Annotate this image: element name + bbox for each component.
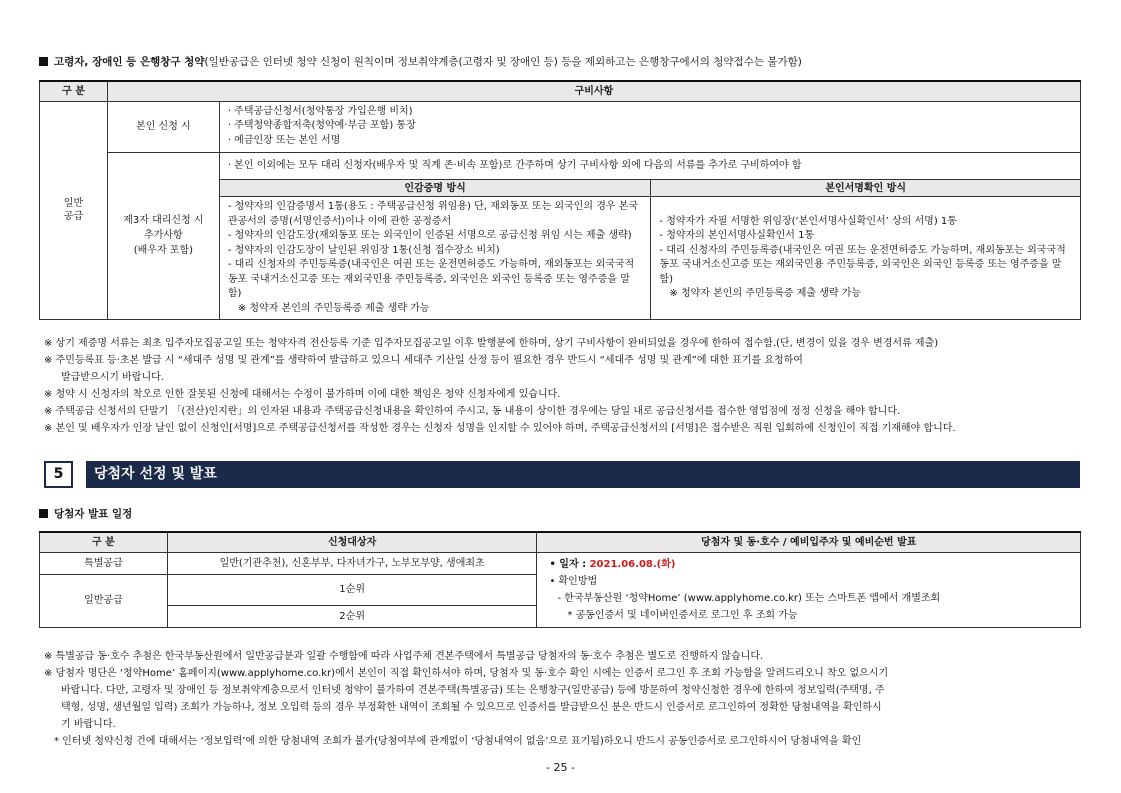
section-title: 당첨자 선정 및 발표 xyxy=(86,461,1080,488)
announcement-details: • 일자 : 2021.06.08.(화) • 확인방법 - 한국부동산원 ‘청약Home’ (www.applyhome.co.kr) 또는 스마트폰 앱에서 개별조회 * 공동인증서 및 네이버인증서로 로그인 후 조회 가능 xyxy=(537,552,1081,627)
self-application-label: 본인 신청 시 xyxy=(107,101,219,152)
general-supply-label: 일반공급 xyxy=(40,574,168,627)
signature-method-header: 본인서명확인 방식 xyxy=(651,180,1080,197)
proxy-application-label: 제3자 대리신청 시 추가사항 (배우자 포함) xyxy=(107,152,219,320)
rank-2: 2순위 xyxy=(167,605,537,627)
page-number: - 25 - xyxy=(546,761,575,774)
self-application-docs: · 주택공급신청서(청약통장 가입은행 비치) · 주택청약종합저축(청약예·부금 포함) 통장 · 예금인장 또는 본인 서명 xyxy=(219,101,1080,152)
section-number: 5 xyxy=(44,461,73,488)
section-heading-announcement-schedule: 당첨자 발표 일정 xyxy=(39,508,132,522)
general-supply-label: 일반 공급 xyxy=(40,101,108,320)
square-bullet-icon xyxy=(39,509,48,518)
announcement-schedule-table xyxy=(39,531,1081,628)
seal-method-docs: - 청약자의 인감증명서 1통(용도 : 주택공급신청 위임용) 단, 재외동포 또는 외국인의 경우 본국 관공서의 증명(서명인증서)이나 이에 관한 공정증서 - 청약자의 인감도장(재외동포 또는 외국인이 인증된 서명으로 공급신청 위임 시는 제출 생략) - 청약자의 인감도장이 날인된 위임장 1통(신청 접수장소 비치) - 대리 신청자의 주민등록증(내국인은 여권 또는 운전면허증도 가능하며, 재외동포는 외국국적동포 국내거소신고증 또는 재외국민용 주민등록증, 외국인은 외국인 등록증 또는 영주증을 말함) ※ 청약자 본인의 주민등록증 제출 생략 가능 xyxy=(227,201,639,314)
header-category: 구 분 xyxy=(40,81,108,101)
section-5-banner xyxy=(44,461,1080,488)
seal-method-header: 인감증명 방식 xyxy=(220,180,651,197)
header-required-docs: 구비사항 xyxy=(107,81,1080,101)
square-bullet-icon xyxy=(39,57,48,66)
rank-1: 1순위 xyxy=(167,574,537,605)
special-supply-target: 일반(기관추천), 신혼부부, 다자녀가구, 노부모부양, 생애최초 xyxy=(167,552,537,574)
section-heading-bank-application: 고령자, 장애인 등 은행창구 청약(일반공급은 인터넷 청약 신청이 원칙이며 정보취약계층(고령자 및 장애인 등) 등을 제외하고는 은행창구에서의 청약접수는 불가함) xyxy=(39,56,802,70)
announcement-notes: ※ 특별공급 동·호수 추첨은 한국부동산원에서 일반공급분과 일괄 수행함에 따라 사업주체 견본주택에서 특별공급 당첨자의 동·호수 추첨은 별도로 진행하지 않습니다. ※ 당첨자 명단은 ‘청약Home’ 홈페이지(www.applyhome.co.kr)에서 본인이 직접 확인하셔야 하며, 당첨자 및 동·호수 확인 시에는 인증서 로그인 후 조회 가능함을 알려드리오니 착오 없으시기 바랍니다. 다만, 고령자 및 장애인 등 정보취약계층으로서 인터넷 청약이 불가하여 견본주택(특별공급) 또는 은행창구(일반공급) 등에 방문하여 청약신청한 경우에 한하여 정보입력(주택명, 주 택형, 성명, 생년월일 입력) 조회가 가능하나, 정보 오입력 등의 경우 부정확한 내역이 조회될 수 있으므로 인증서를 발급받으신 분은 반드시 인증서로 로그인하여 정확한 당첨내역을 확인하시 기 바랍니다. * 인터넷 청약신청 건에 대해서는 ‘정보입력’에 의한 당첨내역 조회가 불가(당첨여부에 관계없이 ‘당첨내역이 없음’으로 표기됨)하오니 반드시 공동인증서로 로그인하시어 당첨내역을 확인 xyxy=(44,651,889,747)
announcement-date: 2021.06.08.(화) xyxy=(589,558,676,570)
special-supply-label: 특별공급 xyxy=(40,552,168,574)
header-category: 구 분 xyxy=(40,532,168,552)
proxy-intro: · 본인 이외에는 모두 대리 신청자(배우자 및 직계 존·비속 포함)로 간주하며 상기 구비사항 외에 다음의 서류를 추가로 구비하여야 함 xyxy=(227,160,802,172)
required-documents-table xyxy=(39,80,1081,320)
proxy-application-docs xyxy=(219,152,1080,320)
signature-method-docs: - 청약자가 자필 서명한 위임장(‘본인서명사실확인서’ 상의 서명) 1통 - 청약자의 본인서명사실확인서 1통 - 대리 신청자의 주민등록증(내국인은 여권 또는 운전면허증도 가능하며, 재외동포는 외국국적동포 국내거소신고증 또는 재외국민용 주민등록증, 외국인은 외국인 등록증 또는 영주증을 말함) ※ 청약자 본인의 주민등록증 제출 생략 가능 xyxy=(651,197,1080,320)
header-announcement: 당첨자 및 동·호수 / 예비입주자 및 예비순번 발표 xyxy=(537,532,1081,552)
application-notes: ※ 상기 제증명 서류는 최초 입주자모집공고일 또는 청약자격 전산등록 기준 입주자모집공고일 이후 발행분에 한하며, 상기 구비사항이 완비되었을 경우에 한하여 접수함.(단, 변경이 있을 경우 변경서류 제출) ※ 주민등록표 등·초본 발급 시 “세대주 성명 및 관계”를 생략하여 발급하고 있으니 세대주 기산일 산정 등이 필요한 경우 반드시 “세대주 성명 및 관계”에 대한 표기를 요청하여 발급받으시기 바랍니다. ※ 청약 시 신청자의 착오로 인한 잘못된 신청에 대해서는 수정이 불가하며 이에 대한 책임은 청약 신청자에게 있습니다. ※ 주택공급 신청서의 단말기 「(전산)인지란」의 인자된 내용과 주택공급신청내용을 확인하여 주시고, 동 내용이 상이한 경우에는 당일 내로 공급신청서를 접수한 영업점에 정정 신청을 해야 합니다. ※ 본인 및 배우자가 인장 날인 없이 신청인[서명]으로 주택공급신청서를 작성한 경우는 신청자 성명을 인지할 수 있어야 하며, 주택공급신청서의 [서명]은 접수받은 직원 입회하에 신청인이 직접 기재해야 합니다. xyxy=(44,338,956,434)
header-target: 신청대상자 xyxy=(167,532,537,552)
